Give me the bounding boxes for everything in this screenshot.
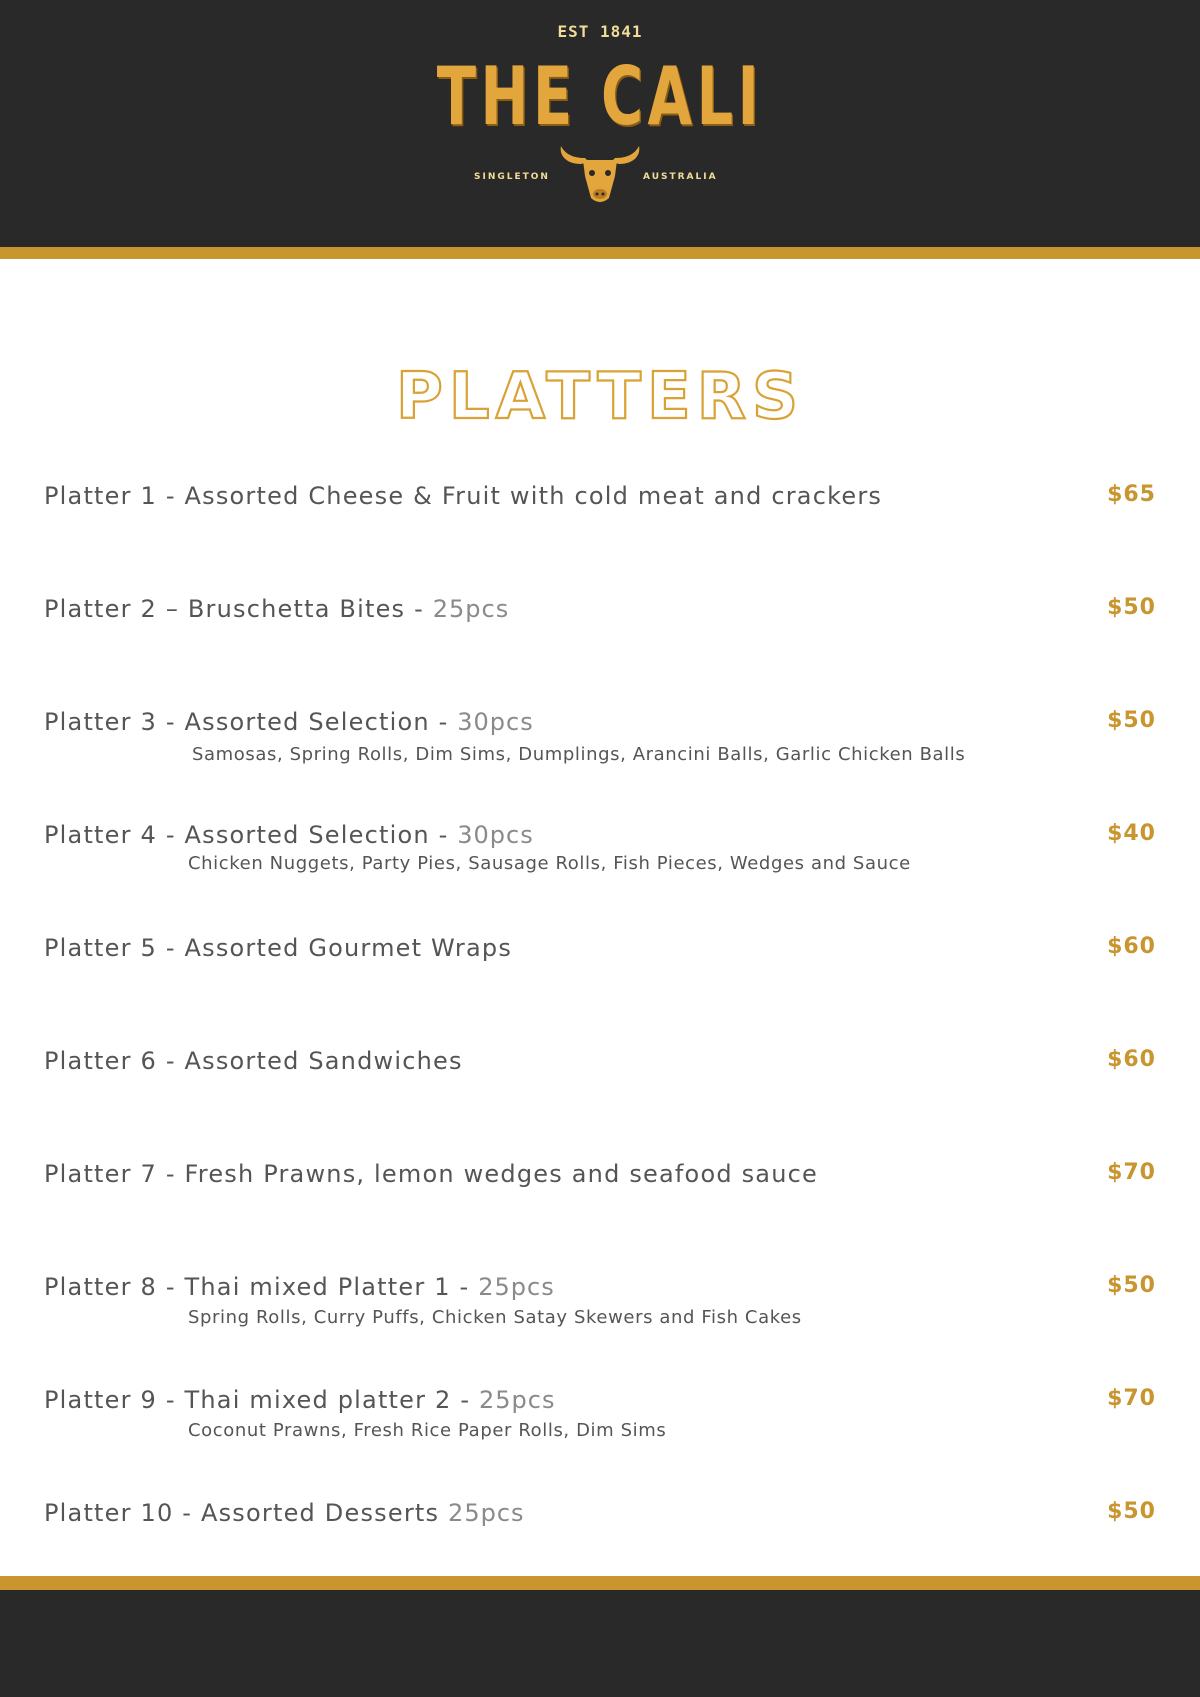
logo-brand-name: THE CALI — [436, 50, 764, 143]
item-description: Samosas, Spring Rolls, Dim Sims, Dumplings, Arancini Balls, Garlic Chicken Balls — [192, 744, 966, 765]
item-name: Platter 4 - Assorted Selection - 30pcs — [44, 821, 534, 849]
item-price: $50 — [1107, 1273, 1156, 1298]
menu-item — [44, 821, 1156, 874]
menu-item — [44, 934, 1156, 962]
item-price: $40 — [1107, 821, 1156, 846]
menu-item — [44, 1273, 1156, 1328]
item-name: Platter 10 - Assorted Desserts 25pcs — [44, 1499, 525, 1527]
item-description: Chicken Nuggets, Party Pies, Sausage Rolls, Fish Pieces, Wedges and Sauce — [188, 853, 911, 874]
menu-item — [44, 1499, 1156, 1527]
logo — [0, 0, 1200, 247]
item-name: Platter 5 - Assorted Gourmet Wraps — [44, 934, 513, 962]
menu-item — [44, 482, 1156, 510]
bull-head-icon — [555, 140, 645, 210]
item-count: 25pcs — [479, 1386, 556, 1414]
item-name: Platter 7 - Fresh Prawns, lemon wedges and seafood sauce — [44, 1160, 818, 1188]
item-count: 25pcs — [432, 595, 510, 623]
item-name: Platter 1 - Assorted Cheese & Fruit with cold meat and crackers — [44, 482, 883, 510]
item-description: Spring Rolls, Curry Puffs, Chicken Satay Skewers and Fish Cakes — [188, 1307, 802, 1328]
item-price: $60 — [1107, 1047, 1156, 1072]
item-name: Platter 9 - Thai mixed platter 2 - 25pcs — [44, 1386, 556, 1414]
item-count: 30pcs — [457, 821, 534, 849]
menu-item — [44, 1047, 1156, 1075]
item-count: 30pcs — [457, 708, 534, 736]
menu-item — [44, 708, 1156, 765]
item-name: Platter 2 – Bruschetta Bites - 25pcs — [44, 595, 510, 623]
item-name: Platter 3 - Assorted Selection - 30pcs — [44, 708, 534, 736]
item-count: 25pcs — [478, 1273, 555, 1301]
item-price: $65 — [1107, 482, 1156, 507]
item-price: $70 — [1107, 1160, 1156, 1185]
item-price: $50 — [1107, 1499, 1156, 1524]
logo-est-text: EST 1841 — [557, 22, 643, 41]
item-price: $50 — [1107, 595, 1156, 620]
item-price: $70 — [1107, 1386, 1156, 1411]
item-count: 25pcs — [448, 1499, 525, 1527]
item-name: Platter 6 - Assorted Sandwiches — [44, 1047, 463, 1075]
logo-location-right: AUSTRALIA — [643, 172, 718, 182]
footer-gold-divider — [0, 1576, 1200, 1590]
item-price: $60 — [1107, 934, 1156, 959]
item-description: Coconut Prawns, Fresh Rice Paper Rolls, Dim Sims — [188, 1420, 667, 1441]
menu-item — [44, 595, 1156, 623]
footer-band — [0, 1590, 1200, 1697]
item-name: Platter 8 - Thai mixed Platter 1 - 25pcs — [44, 1273, 555, 1301]
page-title: PLATTERS — [395, 360, 805, 434]
header-gold-divider — [0, 247, 1200, 259]
menu-item — [44, 1386, 1156, 1441]
menu-item — [44, 1160, 1156, 1188]
logo-location-left: SINGLETON — [474, 172, 550, 182]
item-price: $50 — [1107, 708, 1156, 733]
